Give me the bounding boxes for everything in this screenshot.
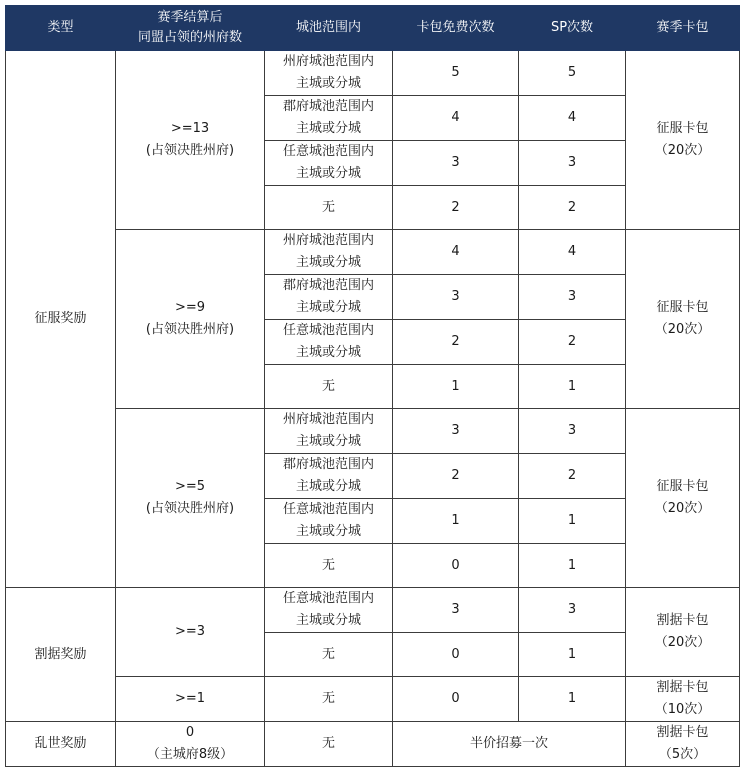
header-free-packs: 卡包免费次数	[393, 6, 519, 51]
scope-cell: 郡府城池范围内 主城或分城	[265, 454, 393, 499]
scope-cell: 任意城池范围内 主城或分城	[265, 588, 393, 633]
scope-cell: 无	[265, 722, 393, 767]
season-pack-cell: 征服卡包 （20次）	[626, 230, 740, 409]
sp-count: 2	[519, 186, 626, 230]
free-count: 3	[393, 141, 519, 186]
scope-cell: 无	[265, 633, 393, 677]
sp-count: 1	[519, 499, 626, 544]
free-count: 5	[393, 51, 519, 96]
header-type: 类型	[6, 6, 116, 51]
scope-cell: 无	[265, 677, 393, 722]
table-row	[6, 722, 740, 767]
chaos-reward-cell: 半价招募一次	[393, 722, 626, 767]
sp-count: 4	[519, 230, 626, 275]
scope-cell: 无	[265, 544, 393, 588]
scope-cell: 无	[265, 365, 393, 409]
sp-count: 3	[519, 275, 626, 320]
header-sp-count: SP次数	[519, 6, 626, 51]
sp-count: 5	[519, 51, 626, 96]
scope-cell: 无	[265, 186, 393, 230]
threshold-cell: >=3	[116, 588, 265, 677]
scope-cell: 郡府城池范围内 主城或分城	[265, 96, 393, 141]
season-pack-cell: 征服卡包 （20次）	[626, 409, 740, 588]
scope-cell: 任意城池范围内 主城或分城	[265, 141, 393, 186]
sp-count: 2	[519, 454, 626, 499]
header-city-scope: 城池范围内	[265, 6, 393, 51]
scope-cell: 州府城池范围内 主城或分城	[265, 409, 393, 454]
sp-count: 1	[519, 544, 626, 588]
table-row	[6, 588, 740, 633]
free-count: 0	[393, 677, 519, 722]
header-row	[6, 6, 740, 51]
type-separatist: 割据奖励	[6, 588, 116, 722]
type-chaos: 乱世奖励	[6, 722, 116, 767]
season-pack-cell: 割据卡包 （10次）	[626, 677, 740, 722]
free-count: 2	[393, 454, 519, 499]
sp-count: 2	[519, 320, 626, 365]
sp-count: 4	[519, 96, 626, 141]
scope-cell: 任意城池范围内 主城或分城	[265, 320, 393, 365]
free-count: 2	[393, 320, 519, 365]
reward-table	[5, 5, 740, 767]
sp-count: 1	[519, 633, 626, 677]
type-conquest: 征服奖励	[6, 51, 116, 588]
free-count: 2	[393, 186, 519, 230]
free-count: 3	[393, 588, 519, 633]
header-season-pack: 赛季卡包	[626, 6, 740, 51]
threshold-cell: >=1	[116, 677, 265, 722]
table-row	[6, 409, 740, 454]
free-count: 4	[393, 96, 519, 141]
free-count: 0	[393, 633, 519, 677]
free-count: 3	[393, 275, 519, 320]
sp-count: 3	[519, 141, 626, 186]
header-cities-held: 赛季结算后 同盟占领的州府数	[116, 6, 265, 51]
threshold-cell: >=9 (占领决胜州府)	[116, 230, 265, 409]
scope-cell: 州府城池范围内 主城或分城	[265, 230, 393, 275]
threshold-cell: >=13 (占领决胜州府)	[116, 51, 265, 230]
free-count: 4	[393, 230, 519, 275]
scope-cell: 任意城池范围内 主城或分城	[265, 499, 393, 544]
free-count: 1	[393, 365, 519, 409]
season-pack-cell: 征服卡包 （20次）	[626, 51, 740, 230]
scope-cell: 州府城池范围内 主城或分城	[265, 51, 393, 96]
sp-count: 3	[519, 588, 626, 633]
sp-count: 1	[519, 677, 626, 722]
threshold-cell: 0 （主城府8级）	[116, 722, 265, 767]
season-pack-cell: 割据卡包 （5次）	[626, 722, 740, 767]
table-row	[6, 230, 740, 275]
table-row	[6, 677, 740, 722]
season-pack-cell: 割据卡包 （20次）	[626, 588, 740, 677]
threshold-cell: >=5 (占领决胜州府)	[116, 409, 265, 588]
scope-cell: 郡府城池范围内 主城或分城	[265, 275, 393, 320]
sp-count: 3	[519, 409, 626, 454]
table-row	[6, 51, 740, 96]
free-count: 3	[393, 409, 519, 454]
sp-count: 1	[519, 365, 626, 409]
free-count: 0	[393, 544, 519, 588]
free-count: 1	[393, 499, 519, 544]
